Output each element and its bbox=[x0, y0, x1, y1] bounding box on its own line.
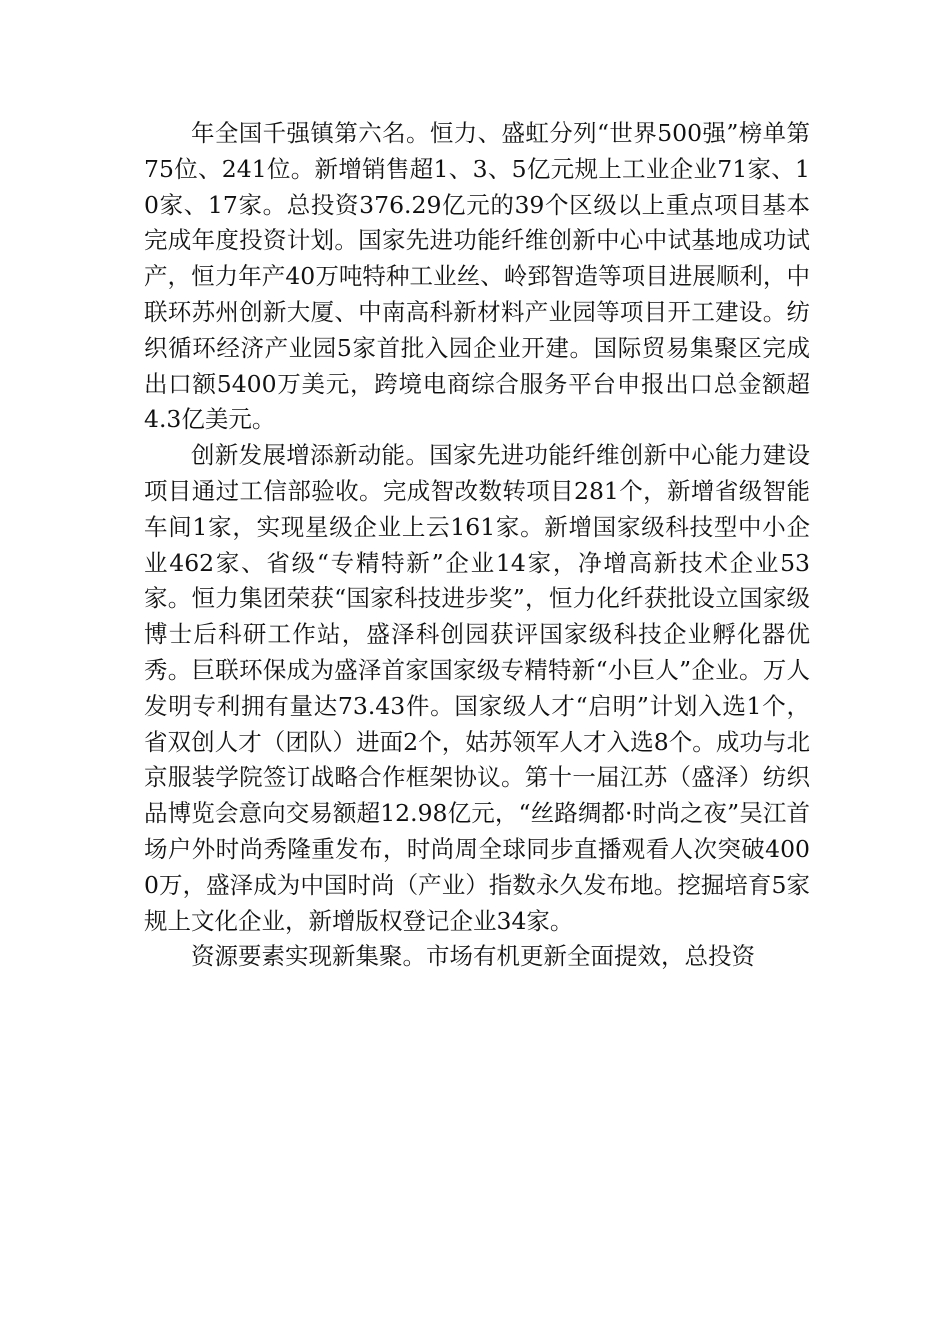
paragraph-resources: 资源要素实现新集聚。市场有机更新全面提效，总投资 bbox=[191, 942, 755, 971]
document-body bbox=[144, 116, 810, 975]
paragraph-innovation: 创新发展增添新动能。国家先进功能纤维创新中心能力建设项目通过工信部验收。完成智改数转项目281个，新增省级智能车间1家，实现星级企业上云161家。新增国家级科技型中小企业462家、省级“专精特新”企业14家，净增高新技术企业53家。恒力集团荣获“国家科技进步奖”，恒力化纤获批设立国家级博士后科研工作站，盛泽科创园获评国家级科技企业孵化器优秀。巨联环保成为盛泽首家国家级专精特新“小巨人”企业。万人发明专利拥有量达73.43件。国家级人才“启明”计划入选1个，省双创人才（团队）进面2个，姑苏领军人才入选8个。成功与北京服装学院签订战略合作框架协议。第十一届江苏（盛泽）纺织品博览会意向交易额超12.98亿元，“丝路绸都·时尚之夜”吴江首场户外时尚秀隆重发布，时尚周全球同步直播观看人次突破4000万，盛泽成为中国时尚（产业）指数永久发布地。挖掘培育5家规上文化企业，新增版权登记企业34家。 bbox=[144, 441, 810, 935]
paragraph-continuation: 年全国千强镇第六名。恒力、盛虹分列“世界500强”榜单第75位、241位。新增销售超1、3、5亿元规上工业企业71家、10家、17家。总投资376.29亿元的39个区级以上重点项目基本完成年度投资计划。国家先进功能纤维创新中心中试基地成功试产，恒力年产40万吨特种工业丝、岭郅智造等项目进展顺利，中联环苏州创新大厦、中南高科新材料产业园等项目开工建设。纺织循环经济产业园5家首批入园企业开建。国际贸易集聚区完成出口额5400万美元，跨境电商综合服务平台申报出口总金额超4.3亿美元。 bbox=[144, 119, 810, 434]
